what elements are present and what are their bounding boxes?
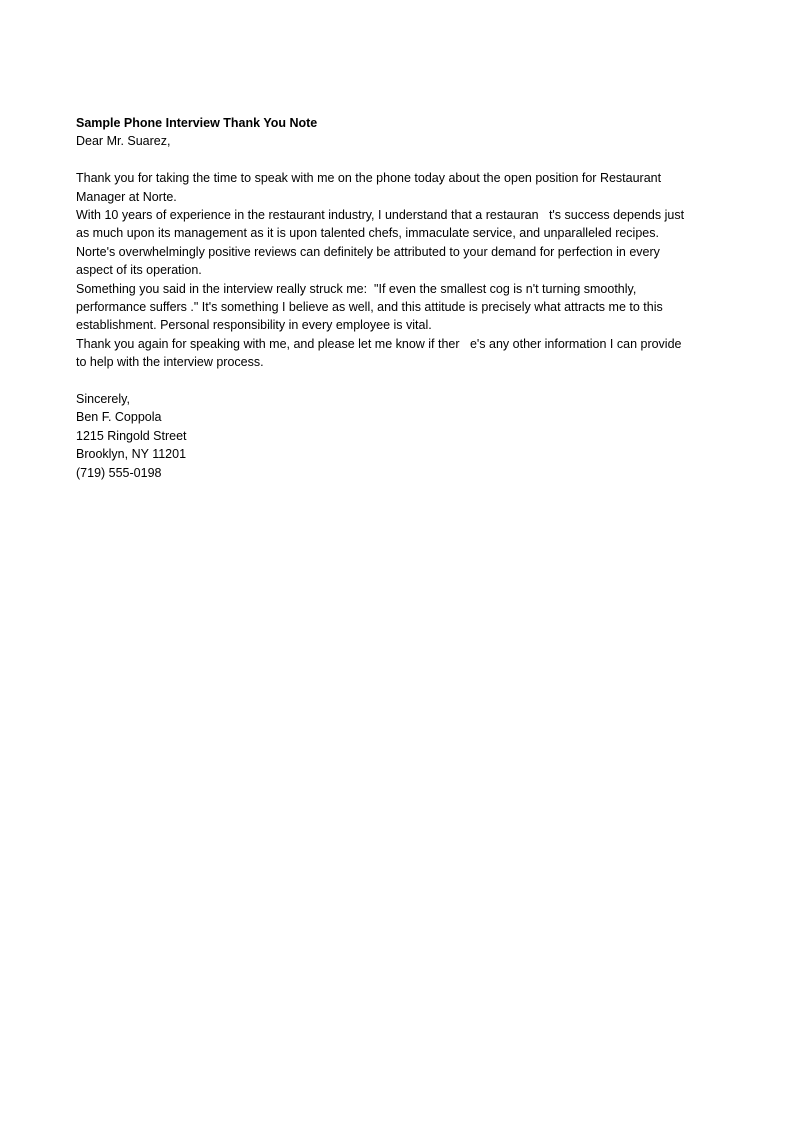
signature-city: Brooklyn, NY 11201 (76, 447, 187, 462)
body-line: performance suffers ." It's something I believe as well, and this attitude is precisely what attracts me to this (76, 300, 663, 315)
body-line: Thank you again for speaking with me, and please let me know if ther e's any other information I can provide (76, 336, 682, 351)
closing: Sincerely, (76, 392, 130, 407)
signature-name: Ben F. Coppola (76, 410, 162, 425)
signature-street: 1215 Ringold Street (76, 428, 187, 443)
body-line: Thank you for taking the time to speak with me on the phone today about the open position for Restaurant (76, 171, 662, 186)
document-title: Sample Phone Interview Thank You Note (76, 116, 318, 130)
signature-phone: (719) 555-0198 (76, 465, 162, 480)
blank-line (76, 372, 726, 390)
signature-block (76, 390, 726, 482)
body-line: establishment. Personal responsibility in every employee is vital. (76, 318, 432, 333)
letter-content (76, 114, 726, 482)
blank-line (76, 151, 726, 169)
letter-body (76, 169, 726, 371)
body-line: as much upon its management as it is upon talented chefs, immaculate service, and unparalleled recipes. (76, 226, 659, 241)
salutation: Dear Mr. Suarez, (76, 134, 171, 149)
body-line: Manager at Norte. (76, 189, 177, 204)
body-line: aspect of its operation. (76, 263, 202, 278)
body-line: to help with the interview process. (76, 355, 264, 370)
body-line: Norte's overwhelmingly positive reviews can definitely be attributed to your demand for perfection in every (76, 244, 660, 259)
body-line: With 10 years of experience in the restaurant industry, I understand that a restauran t's success depends just (76, 208, 685, 223)
body-line: Something you said in the interview really struck me: "If even the smallest cog is n't turning smoothly, (76, 281, 637, 296)
